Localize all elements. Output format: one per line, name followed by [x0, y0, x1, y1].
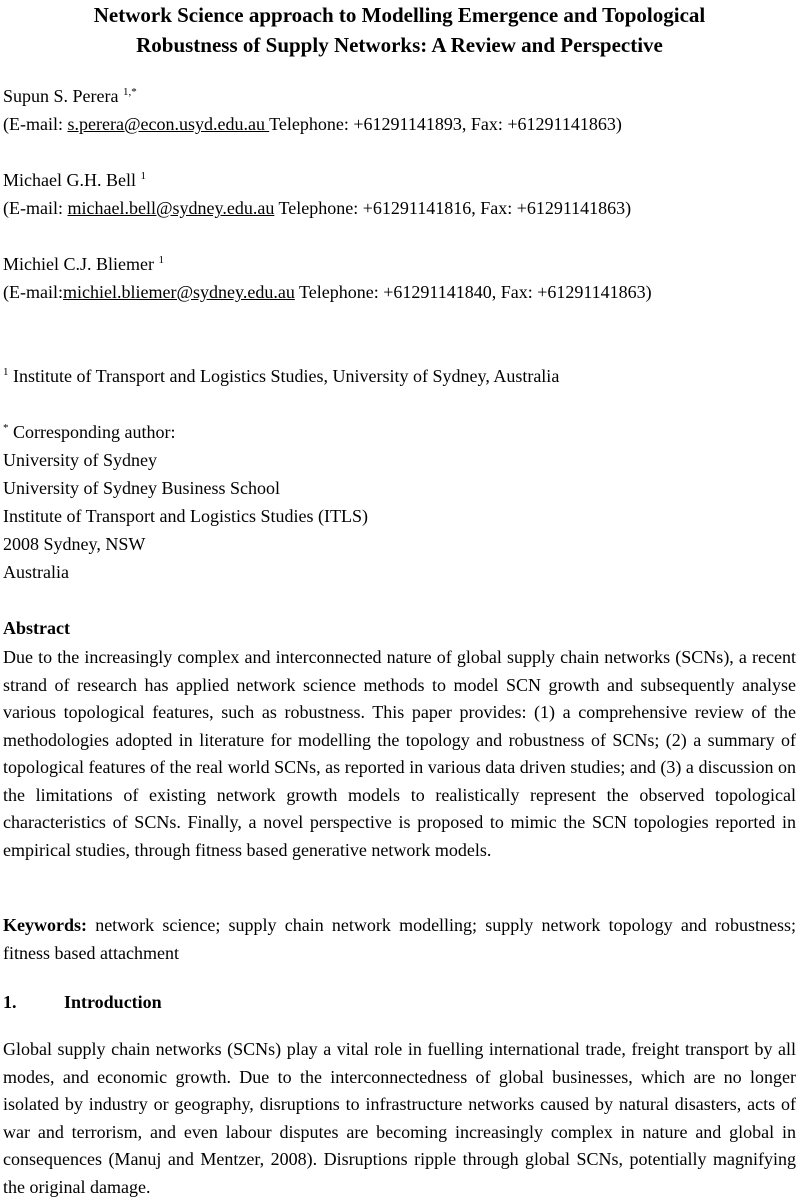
corresponding-line-1: University of Sydney — [3, 450, 157, 470]
author-2-contact-prefix: (E-mail: — [3, 198, 68, 218]
author-2-sup: 1 — [140, 170, 146, 182]
author-1-sup: 1,* — [123, 86, 137, 98]
affiliation-text: Institute of Transport and Logistics Studies, University of Sydney, Australia — [8, 366, 560, 386]
author-3-name: Michiel C.J. Bliemer — [3, 254, 154, 274]
abstract-heading: Abstract — [3, 618, 70, 638]
author-3-contact — [3, 282, 652, 303]
author-3-email-link[interactable]: michiel.bliemer@sydney.edu.au — [62, 282, 295, 302]
author-1-contact-prefix: (E-mail: — [3, 114, 68, 134]
introduction-text: Global supply chain networks (SCNs) play a vital role in fuelling international trade, freight transport by all modes, and economic growth. Due to the interconnectedness of global businesses, which are no longer isolated by industry or geography, disruptions to infrastructure networks caused by natural disasters, acts of war and terrorism, and even labour disputes are becoming increasingly complex in nature and global in consequences (Manuj and Mentzer, 2008). Disruptions ripple through global SCNs, potentially magnifying the original damage. — [3, 1039, 796, 1197]
affiliation-sup: 1 — [3, 366, 9, 378]
author-2-email-link[interactable]: michael.bell@sydney.edu.au — [67, 198, 275, 218]
corresponding-line-5: Australia — [3, 562, 69, 582]
author-3-name-line — [3, 254, 164, 275]
title-line-1: Network Science approach to Modelling Emergence and Topological — [93, 3, 706, 27]
author-1-name-line — [3, 86, 137, 107]
corresponding-line-3: Institute of Transport and Logistics Studies (ITLS) — [3, 506, 368, 526]
author-2-contact-rest: Telephone: +61291141816, Fax: +61291141863) — [274, 198, 632, 218]
keywords — [3, 912, 796, 967]
keywords-label: Keywords: — [3, 915, 87, 935]
author-3-sup: 1 — [158, 254, 164, 266]
section-number: 1. — [3, 992, 17, 1012]
corresponding-label-text: Corresponding author: — [8, 422, 176, 442]
affiliation — [3, 366, 559, 387]
author-2-name-line — [3, 170, 146, 191]
abstract-text: Due to the increasingly complex and interconnected nature of global supply chain networks (SCNs), a recent strand of research has applied network science methods to model SCN growth and subsequently analyse various topological features, such as robustness. This paper provides: (1) a comprehensive review of the methodologies adopted in literature for modelling the topology and robustness of SCNs; (2) a summary of topological features of the real world SCNs, as reported in various data driven studies; and (3) a discussion on the limitations of existing network growth models to realistically represent the observed topological characteristics of SCNs. Finally, a novel perspective is proposed to mimic the SCN topologies reported in empirical studies, through fitness based generative network models. — [3, 647, 796, 860]
keywords-text: network science; supply chain network modelling; supply network topology and robustness; fitness based attachment — [3, 915, 796, 963]
author-2-name: Michael G.H. Bell — [3, 170, 136, 190]
author-2-contact — [3, 198, 631, 219]
corresponding-line-2: University of Sydney Business School — [3, 478, 280, 498]
author-3-contact-prefix: (E-mail: — [3, 282, 63, 302]
author-1-email-link[interactable]: s.perera@econ.usyd.edu.au — [67, 114, 270, 134]
author-3-contact-rest: Telephone: +61291141840, Fax: +61291141863) — [294, 282, 652, 302]
author-1-name: Supun S. Perera — [3, 86, 119, 106]
corresponding-sup: * — [3, 422, 9, 434]
section-heading: Introduction — [64, 992, 162, 1012]
corresponding-author-label — [3, 422, 175, 443]
title-line-2: Robustness of Supply Networks: A Review and Perspective — [136, 33, 663, 57]
author-1-contact-rest: Telephone: +61291141893, Fax: +61291141863) — [269, 114, 622, 134]
author-1-contact — [3, 114, 622, 135]
corresponding-line-4: 2008 Sydney, NSW — [3, 534, 146, 554]
paper-title — [0, 0, 799, 60]
